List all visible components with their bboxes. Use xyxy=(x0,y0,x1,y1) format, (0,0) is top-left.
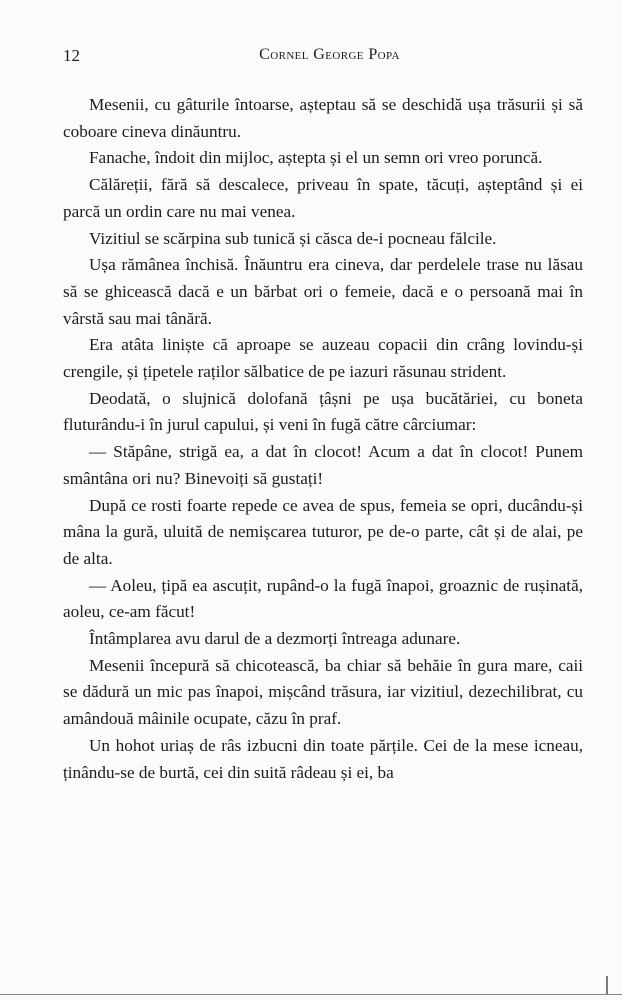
page-number: 12 xyxy=(63,46,80,65)
paragraph: Era atâta liniște că aproape se auzeau copacii din crâng lovindu-și crengile, și țipetele raților sălbatice de pe iazuri răsunau strident. xyxy=(63,335,583,382)
paragraph: Fanache, îndoit din mijloc, aștepta și el un semn ori vreo poruncă. xyxy=(89,148,543,168)
paragraph: Mesenii începură să chicotească, ba chiar să behăie în gura mare, caii se dădură un mic pas înapoi, mișcând trăsura, iar vizitiul, dezechilibrat, cu amândouă mâinile ocupate, căzu în praf. xyxy=(63,655,583,729)
paragraph: Deodată, o slujnică dolofană țâșni pe ușa bucătăriei, cu boneta fluturându-i în jurul capului, și veni în fugă către cârciumar: xyxy=(63,388,583,435)
running-head-author: Cornel George Popa xyxy=(259,46,400,63)
paragraph: După ce rosti foarte repede ce avea de spus, femeia se opri, ducându-și mâna la gură, uluită de nemișcarea tuturor, pe de-o parte, cât și de alai, pe de alta. xyxy=(63,495,583,568)
scan-bottom-edge xyxy=(0,994,622,995)
scan-edge-mark xyxy=(606,976,608,994)
paragraph: Un hohot uriaș de râs izbucni din toate părțile. Cei de la mese icneau, ținându-se de burtă, cei din suită râdeau și ei, ba xyxy=(63,735,583,782)
page-header xyxy=(63,46,586,70)
paragraph: Întâmplarea avu darul de a dezmorți întreaga adunare. xyxy=(89,629,461,649)
paragraph: Călăreții, fără să descalece, priveau în spate, tăcuți, așteptând și ei parcă un ordin care nu mai venea. xyxy=(63,175,583,221)
dialogue-paragraph: — Stăpâne, strigă ea, a dat în clocot! Acum a dat în clocot! Punem smântâna ori nu? Binevoiți să gustați! xyxy=(63,442,583,488)
paragraph: Ușa rămânea închisă. Înăuntru era cineva, dar perdelele trase nu lăsau să se ghicească dacă e un bărbat ori o femeie, dacă e o persoană mai în vârstă sau mai tânără. xyxy=(63,255,583,328)
paragraph: Mesenii, cu gâturile întoarse, așteptau să se deschidă ușa trăsurii și să coboare cineva dinăuntru. xyxy=(63,95,583,141)
body-text xyxy=(63,92,583,786)
dialogue-paragraph: — Aoleu, țipă ea ascuțit, rupând-o la fugă înapoi, groaznic de rușinată, aoleu, ce-am făcut! xyxy=(63,575,583,622)
paragraph: Vizitiul se scărpina sub tunică și căsca de-i pocneau fălcile. xyxy=(89,228,497,248)
